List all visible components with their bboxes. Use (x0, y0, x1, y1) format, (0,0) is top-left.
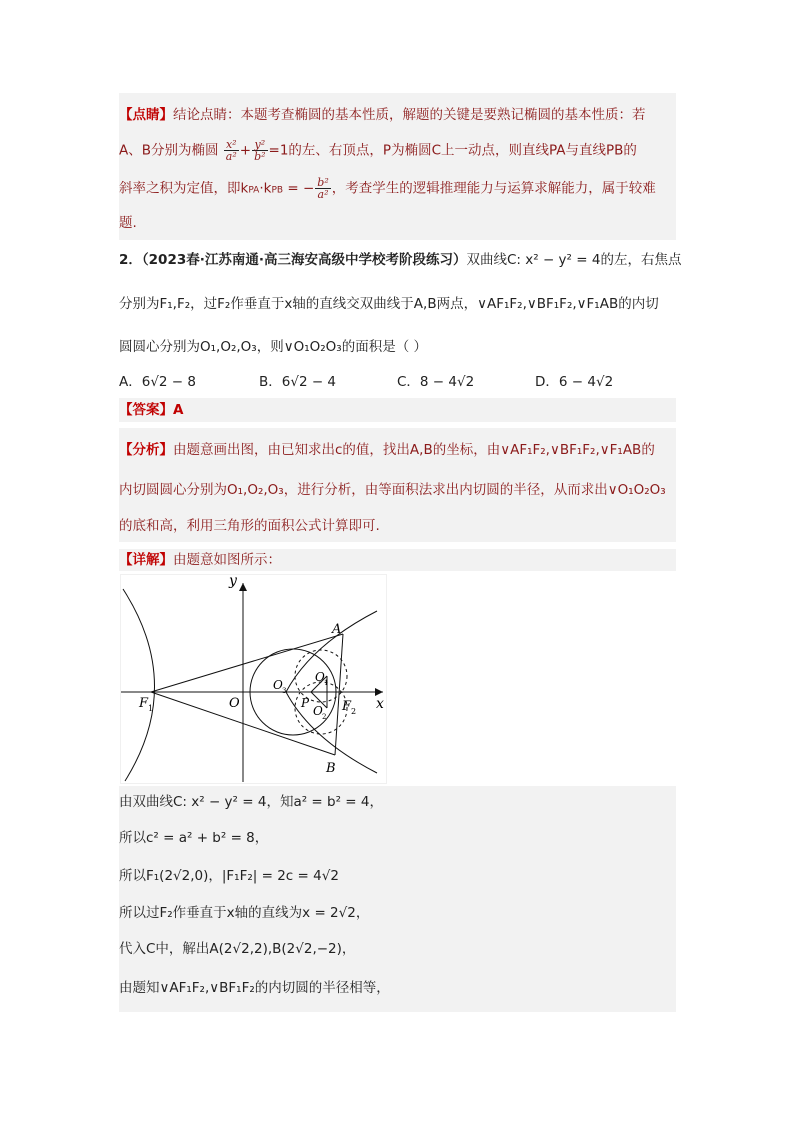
step-1: 由双曲线C: x² − y² = 4，知a² = b² = 4， (119, 794, 383, 810)
label-f1-sub: 1 (148, 704, 154, 713)
y-axis-arrow (239, 583, 247, 591)
question-number: 2． (119, 252, 142, 268)
step-4: 所以过F₂作垂直于x轴的直线为x = 2√2， (119, 905, 370, 921)
fraction-y2-b2: $\frac{\text{y²}}{\text{b²}}$ (254, 138, 266, 163)
detail-section (119, 549, 676, 571)
answer-value: A (173, 402, 184, 418)
label-f2: F (342, 699, 352, 714)
label-y: y (229, 575, 237, 589)
label-o3-sub: 3 (282, 687, 287, 695)
analysis-line-3: 的底和高，利用三角形的面积公式计算即可. (119, 518, 380, 534)
analysis-line-1: 【分析】由题意画出图，由已知求出c的值，找出A,B的坐标，由∨AF₁F₂,∨BF₁F₂,∨F₁AB的 (119, 442, 655, 458)
step-6: 由题知∨AF₁F₂,∨BF₁F₂的内切圆的半径相等， (119, 980, 390, 996)
step-3: 所以F₁(2√2,0)，|F₁F₂| = 2c = 4√2 (119, 868, 339, 884)
fraction-b2-a2: $\frac{\text{b²}}{\text{a²}}$ (317, 176, 329, 201)
question-source: （2023春·江苏南通·高三海安高级中学校考阶段练习） (141, 252, 467, 268)
x-axis-arrow (375, 688, 383, 696)
label-o3: O (273, 678, 283, 692)
label-o1-sub: 1 (324, 679, 329, 687)
tip-line-3: 斜率之积为定值，即kPA·kPB = − $\frac{\text{b²}}{\text{a²}}$ ，考查学生的逻辑推理能力与运算求解能力，属于较难 (119, 176, 656, 201)
label-f2-sub: 2 (351, 707, 357, 716)
label-b: B (326, 761, 336, 776)
label-o2: O (313, 704, 323, 718)
question-line-2: 分别为F₁,F₂，过F₂作垂直于x轴的直线交双曲线于A,B两点，∨AF₁F₂,∨BF₁F₂,∨F₁AB的内切 (119, 296, 659, 312)
solution-steps (119, 786, 676, 1012)
hyperbola-figure (120, 574, 387, 784)
answer-line: 【答案】A (119, 402, 184, 418)
option-a: A．6√2 − 8 (119, 374, 196, 390)
figure-svg (121, 575, 386, 783)
fraction-x2-a2: $\frac{\text{x²}}{\text{a²}}$ (225, 138, 237, 163)
label-origin: O (229, 696, 240, 711)
step-2: 所以c² = a² + b² = 8， (119, 830, 269, 846)
label-a: A (332, 622, 342, 637)
label-p: P (301, 696, 310, 710)
tip-line-2: A、B分别为椭圆 $\frac{\text{x²}}{\text{a²}}$ + $\frac{\text{y²}}{\text{b²}}$ =1的左、右顶点，P为椭圆C上一动点，则直线PA与直线PB的 (119, 138, 637, 163)
answer-section (119, 398, 676, 422)
tip-tag: 【点睛】 (119, 107, 173, 123)
label-o1: O (315, 670, 325, 684)
detail-line: 【详解】由题意如图所示： (119, 552, 281, 568)
option-c: C．8 − 4√2 (397, 374, 475, 390)
option-b: B．6√2 − 4 (259, 374, 337, 390)
analysis-line-2: 内切圆圆心分别为O₁,O₂,O₃，进行分析，由等面积法求出内切圆的半径，从而求出∨O₁O₂O₃ (119, 482, 666, 498)
analysis-section (119, 428, 676, 542)
hyperbola-left-branch (123, 589, 155, 781)
label-x: x (376, 696, 384, 712)
question-section (119, 250, 682, 390)
question-line-3: 圆圆心分别为O₁,O₂,O₃，则∨O₁O₂O₃的面积是（ ） (119, 339, 427, 355)
label-o2-sub: 2 (322, 713, 327, 721)
tip-line-4: 题. (119, 215, 137, 231)
tip-section (119, 93, 676, 240)
option-d: D．6 − 4√2 (535, 374, 614, 390)
question-line-1: 2．（2023春·江苏南通·高三海安高级中学校考阶段练习）双曲线C: x² − y² = 4的左，右焦点 (119, 252, 682, 268)
label-f1: F (139, 696, 149, 711)
tip-line-1: 【点睛】结论点睛：本题考查椭圆的基本性质，解题的关键是要熟记椭圆的基本性质：若 (119, 107, 646, 123)
step-5: 代入C中，解出A(2√2,2),B(2√2,−2)， (119, 941, 356, 957)
